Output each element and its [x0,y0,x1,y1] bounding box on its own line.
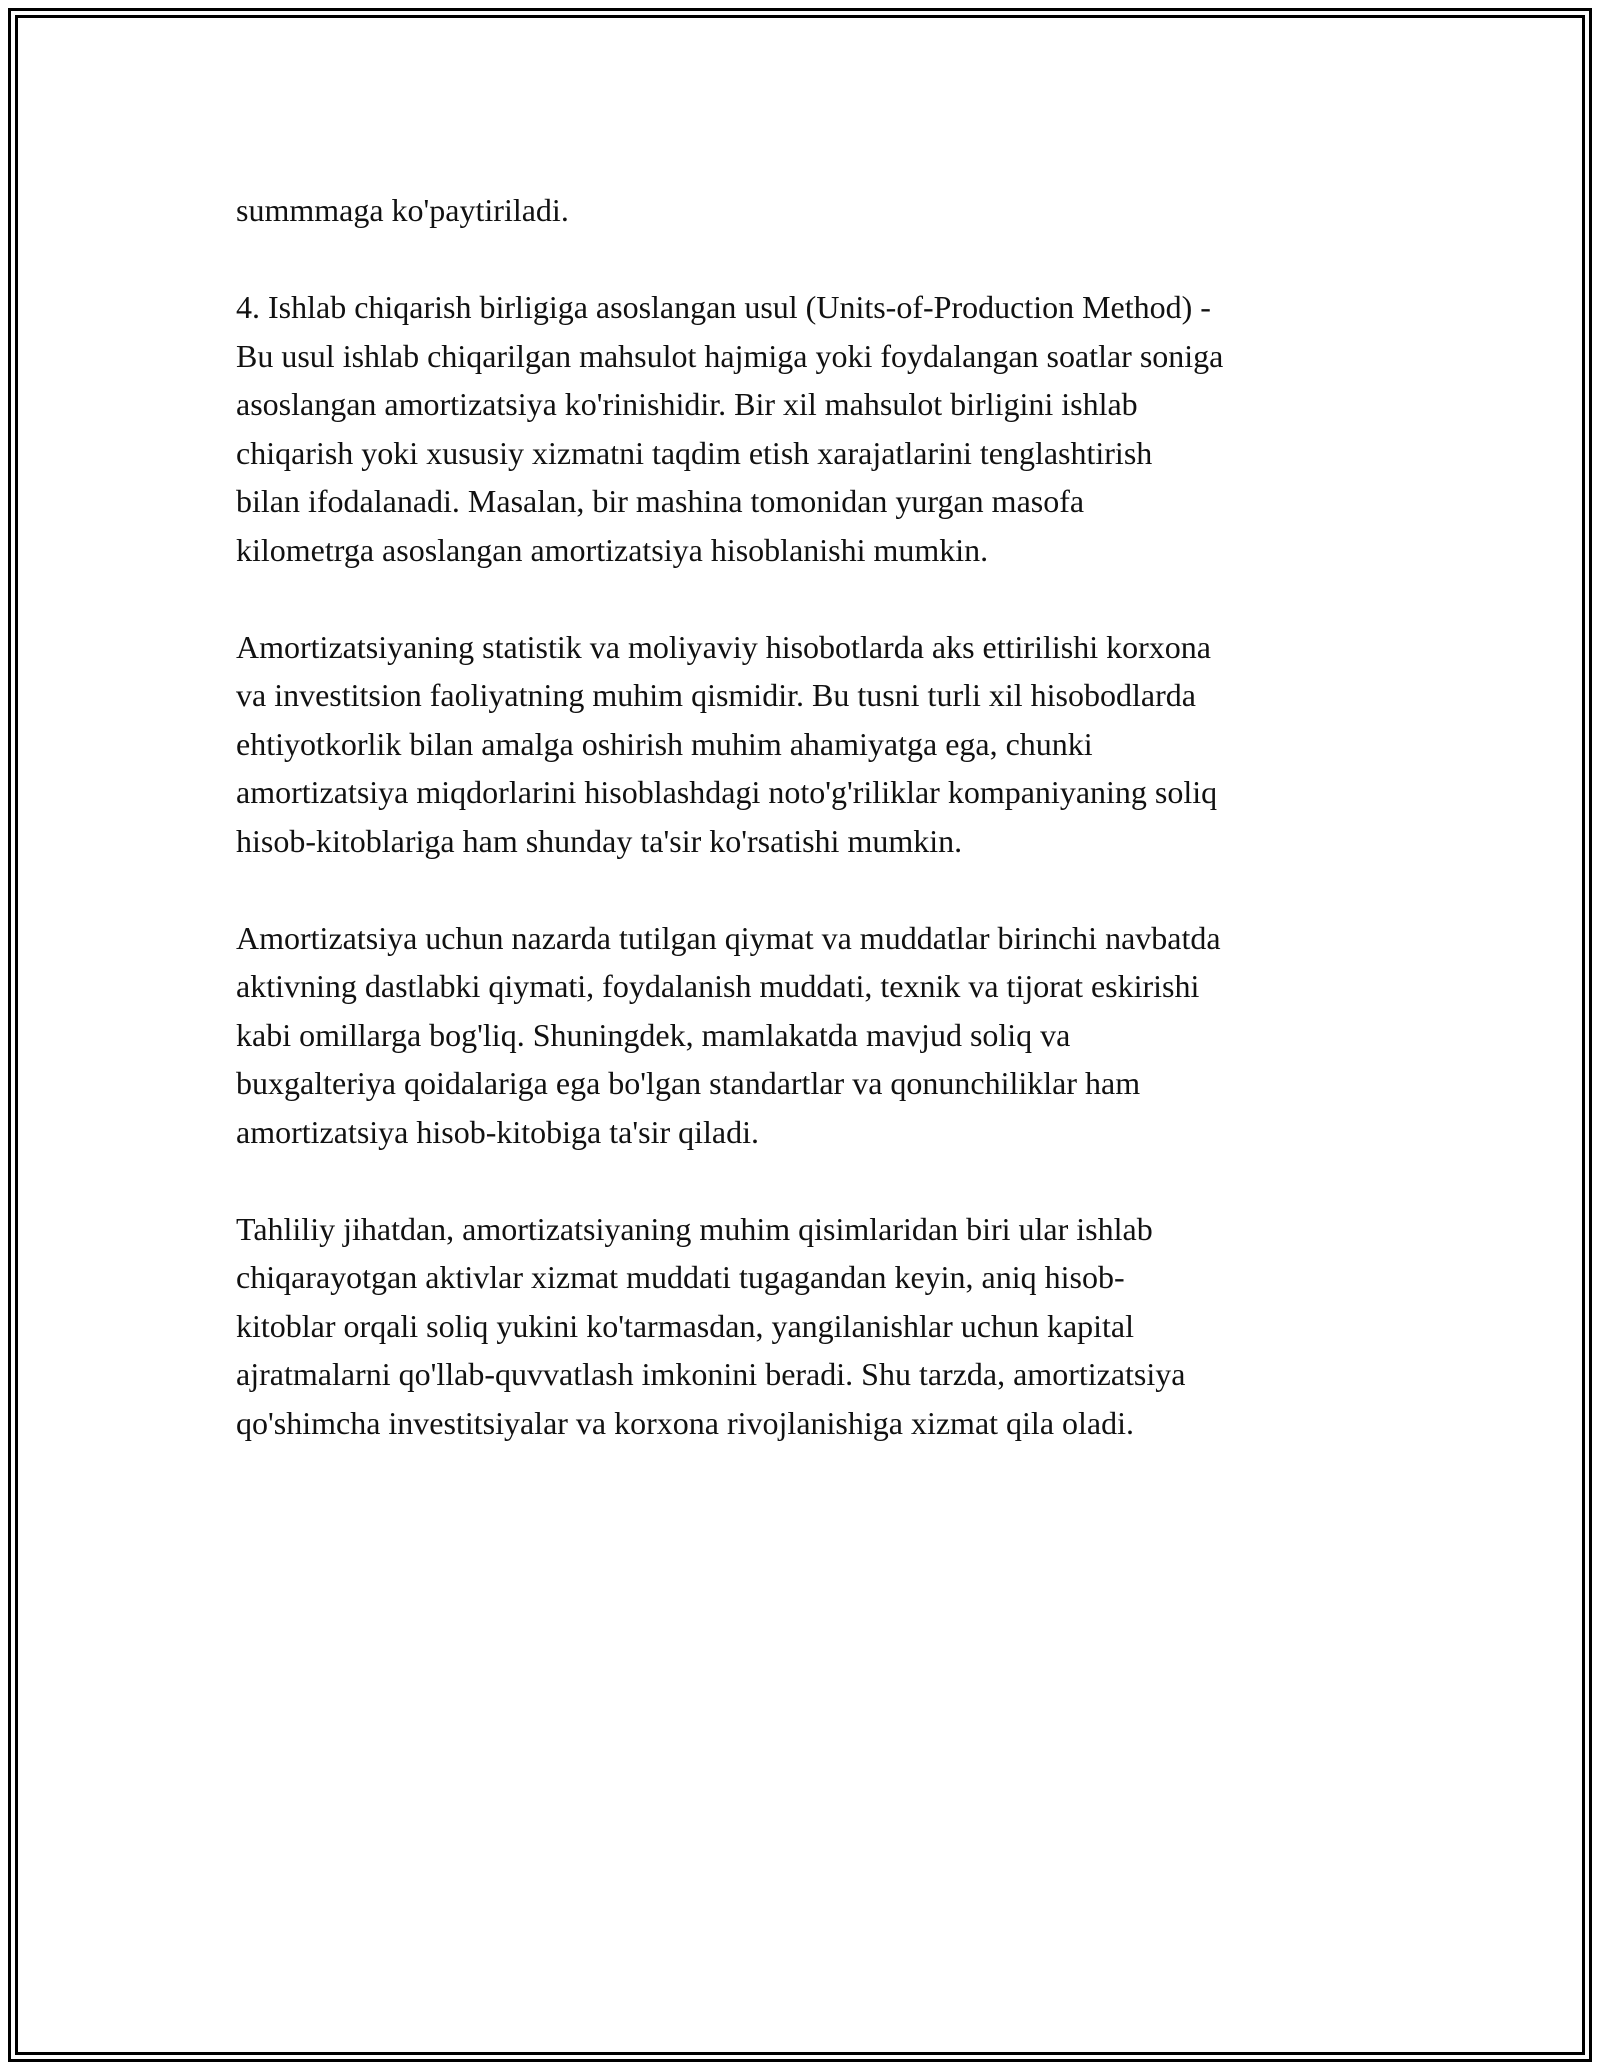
paragraph-value-and-terms: Amortizatsiya uchun nazarda tutilgan qiymat va muddatlar birinchi navbatda aktivning dastlabki qiymati, foydalanish muddati, texnik va tijorat eskirishi kabi omillarga bog'liq. Shuningdek, mamlakatda mavjud soliq va buxgalteriya qoidalariga ega bo'lgan standartlar va qonunchiliklar ham amortizatsiya hisob-kitobiga ta'sir qiladi. [236,919,1221,1150]
paragraph-reporting: Amortizatsiyaning statistik va moliyaviy hisobotlarda aks ettirilishi korxona va investitsion faoliyatning muhim qismidir. Bu tusni turli xil hisobodlarda ehtiyotkorlik bilan amalga oshirish muhim ahamiyatga ega, chunki amortizatsiya miqdorlarini hisoblashdagi noto'g'riliklar kompaniyaning soliq hisob-kitoblariga ham shunday ta'sir ko'rsatishi mumkin. [236,628,1218,859]
paragraph-units-of-production-method: 4. Ishlab chiqarish birligiga asoslangan usul (Units-of-Production Method) - Bu usul ishlab chiqarilgan mahsulot hajmiga yoki foydalangan soatlar soniga asoslangan amortizatsiya ko'rinishidir. Bir xil mahsulot birligini ishlab chiqarish yoki xususiy xizmatni taqdim etish xarajatlarini tenglashtirish bilan ifodalanadi. Masalan, bir mashina tomonidan yurgan masofa kilometrga asoslangan amortizatsiya hisoblanishi mumkin. [236,289,1224,568]
paragraph-continuation: summmaga ko'paytiriladi. [236,192,569,228]
paragraph-analytical-view: Tahliliy jihatdan, amortizatsiyaning muhim qisimlaridan biri ular ishlab chiqarayotgan aktivlar xizmat muddati tugagandan keyin, aniq hisob- kitoblar orqali soliq yukini ko'tarmasdan, yangilanishlar uchun kapital ajratmalarni qo'llab-quvvatlash imkonini beradi. Shu tarzda, amortizatsiya qo'shimcha investitsiyalar va korxona rivojlanishiga xizmat qila oladi. [236,1210,1186,1441]
document-body [236,186,1376,1496]
